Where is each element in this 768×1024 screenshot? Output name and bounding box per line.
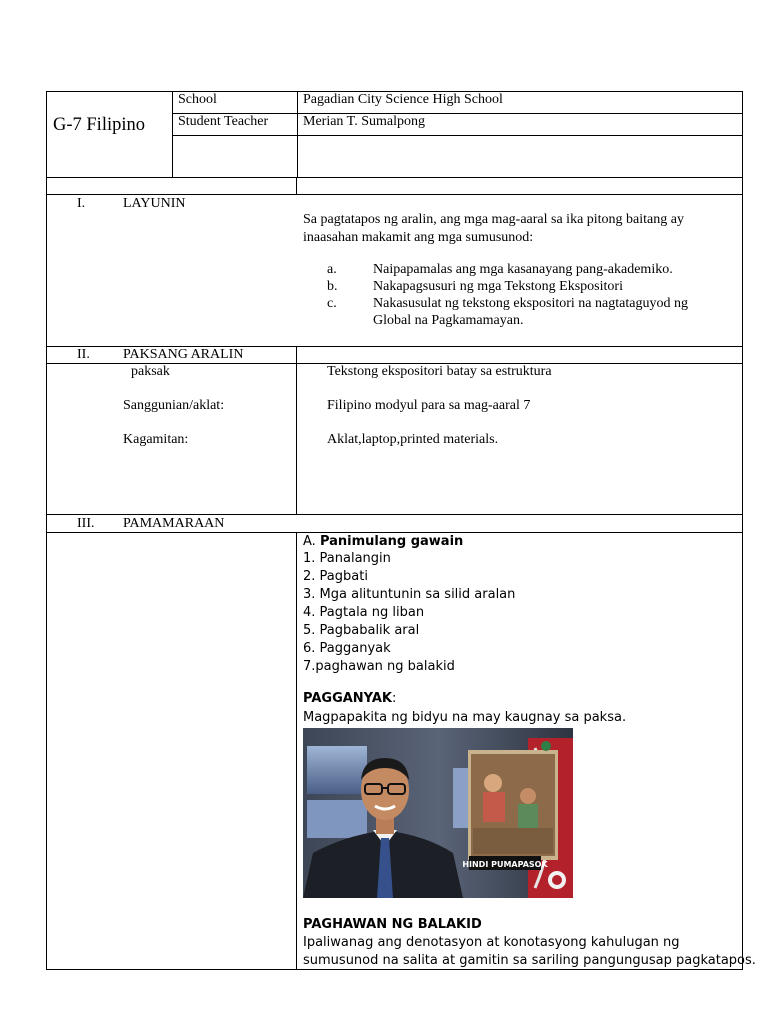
section-title-pamamaraan: PAMAMARAAN <box>123 516 225 531</box>
section-number: II. <box>77 347 90 362</box>
list-item: 6. Pagganyak <box>303 641 391 656</box>
subsection-letter: A. <box>303 534 316 549</box>
row-divider <box>172 135 743 136</box>
column-divider <box>296 363 297 515</box>
list-item: Nakapagsusuri ng mga Tekstong Ekspositori <box>373 279 623 294</box>
subject-title: G-7 Filipino <box>53 115 145 135</box>
table-border-bottom <box>46 969 743 970</box>
section-title-layunin: LAYUNIN <box>123 196 186 211</box>
row-divider <box>46 177 743 178</box>
list-item: 3. Mga alituntunin sa silid aralan <box>303 587 516 602</box>
list-item: 5. Pagbabalik aral <box>303 623 420 638</box>
paghawan-title: PAGHAWAN NG BALAKID <box>303 917 482 932</box>
section-number: III. <box>77 516 95 531</box>
sanggunian-value: Filipino modyul para sa mag-aaral 7 <box>327 398 531 413</box>
paksa-label: paksak <box>131 364 170 379</box>
list-item-letter: b. <box>327 279 338 294</box>
section-title-paksang: PAKSANG ARALIN <box>123 347 244 362</box>
pagganyak-heading <box>303 691 396 706</box>
news-anchor-image <box>303 728 573 898</box>
pagganyak-text: Magpapakita ng bidyu na may kaugnay sa paksa. <box>303 710 627 725</box>
subsection-title: Panimulang gawain <box>319 534 464 549</box>
table-border-left <box>46 91 47 970</box>
sanggunian-label: Sanggunian/aklat: <box>123 398 225 413</box>
paghawan-text: sumusunod na salita at gamitin sa sariling pangungusap pagkatapos. <box>303 953 756 968</box>
list-item-letter: c. <box>327 296 337 311</box>
teacher-value: Merian T. Sumalpong <box>303 114 425 129</box>
paksa-value: Tekstong ekspositori batay sa estruktura <box>327 364 552 379</box>
list-item-letter: a. <box>327 262 337 277</box>
paghawan-text: Ipaliwanag ang denotasyon at konotasyong kahulugan ng <box>303 935 680 950</box>
news-video-thumbnail[interactable] <box>303 728 573 898</box>
column-divider <box>296 532 297 970</box>
column-divider <box>172 91 173 178</box>
table-border-right <box>742 91 743 970</box>
list-item: 4. Pagtala ng liban <box>303 605 425 620</box>
school-value: Pagadian City Science High School <box>303 92 503 107</box>
pagganyak-colon: : <box>391 691 397 706</box>
pagganyak-title: PAGGANYAK <box>303 691 392 706</box>
row-divider <box>46 194 743 195</box>
list-item-continuation: Global na Pagkamamayan. <box>373 313 524 328</box>
layunin-intro: inaasahan makamit ang mga sumusunod: <box>303 230 534 245</box>
list-item: 7.paghawan ng balakid <box>303 659 455 674</box>
kagamitan-label: Kagamitan: <box>123 432 189 447</box>
column-divider <box>296 346 297 364</box>
list-item: Nakasusulat ng tekstong ekspositori na nagtataguyod ng <box>373 296 688 311</box>
layunin-intro: Sa pagtatapos ng aralin, ang mga mag-aaral sa ika pitong baitang ay <box>303 212 684 227</box>
list-item: 2. Pagbati <box>303 569 368 584</box>
column-divider <box>297 91 298 178</box>
teacher-label: Student Teacher <box>178 114 269 129</box>
subsection-heading <box>303 534 463 549</box>
section-number: I. <box>77 196 86 211</box>
list-item: 1. Panalangin <box>303 551 391 566</box>
video-caption: HINDI PUMAPASOK <box>462 860 548 869</box>
row-divider <box>46 514 743 515</box>
list-item: Naipapamalas ang mga kasanayang pang-akademiko. <box>373 262 673 277</box>
row-divider <box>46 532 743 533</box>
school-label: School <box>178 92 217 107</box>
column-divider <box>296 177 297 195</box>
kagamitan-value: Aklat,laptop,printed materials. <box>327 432 499 447</box>
